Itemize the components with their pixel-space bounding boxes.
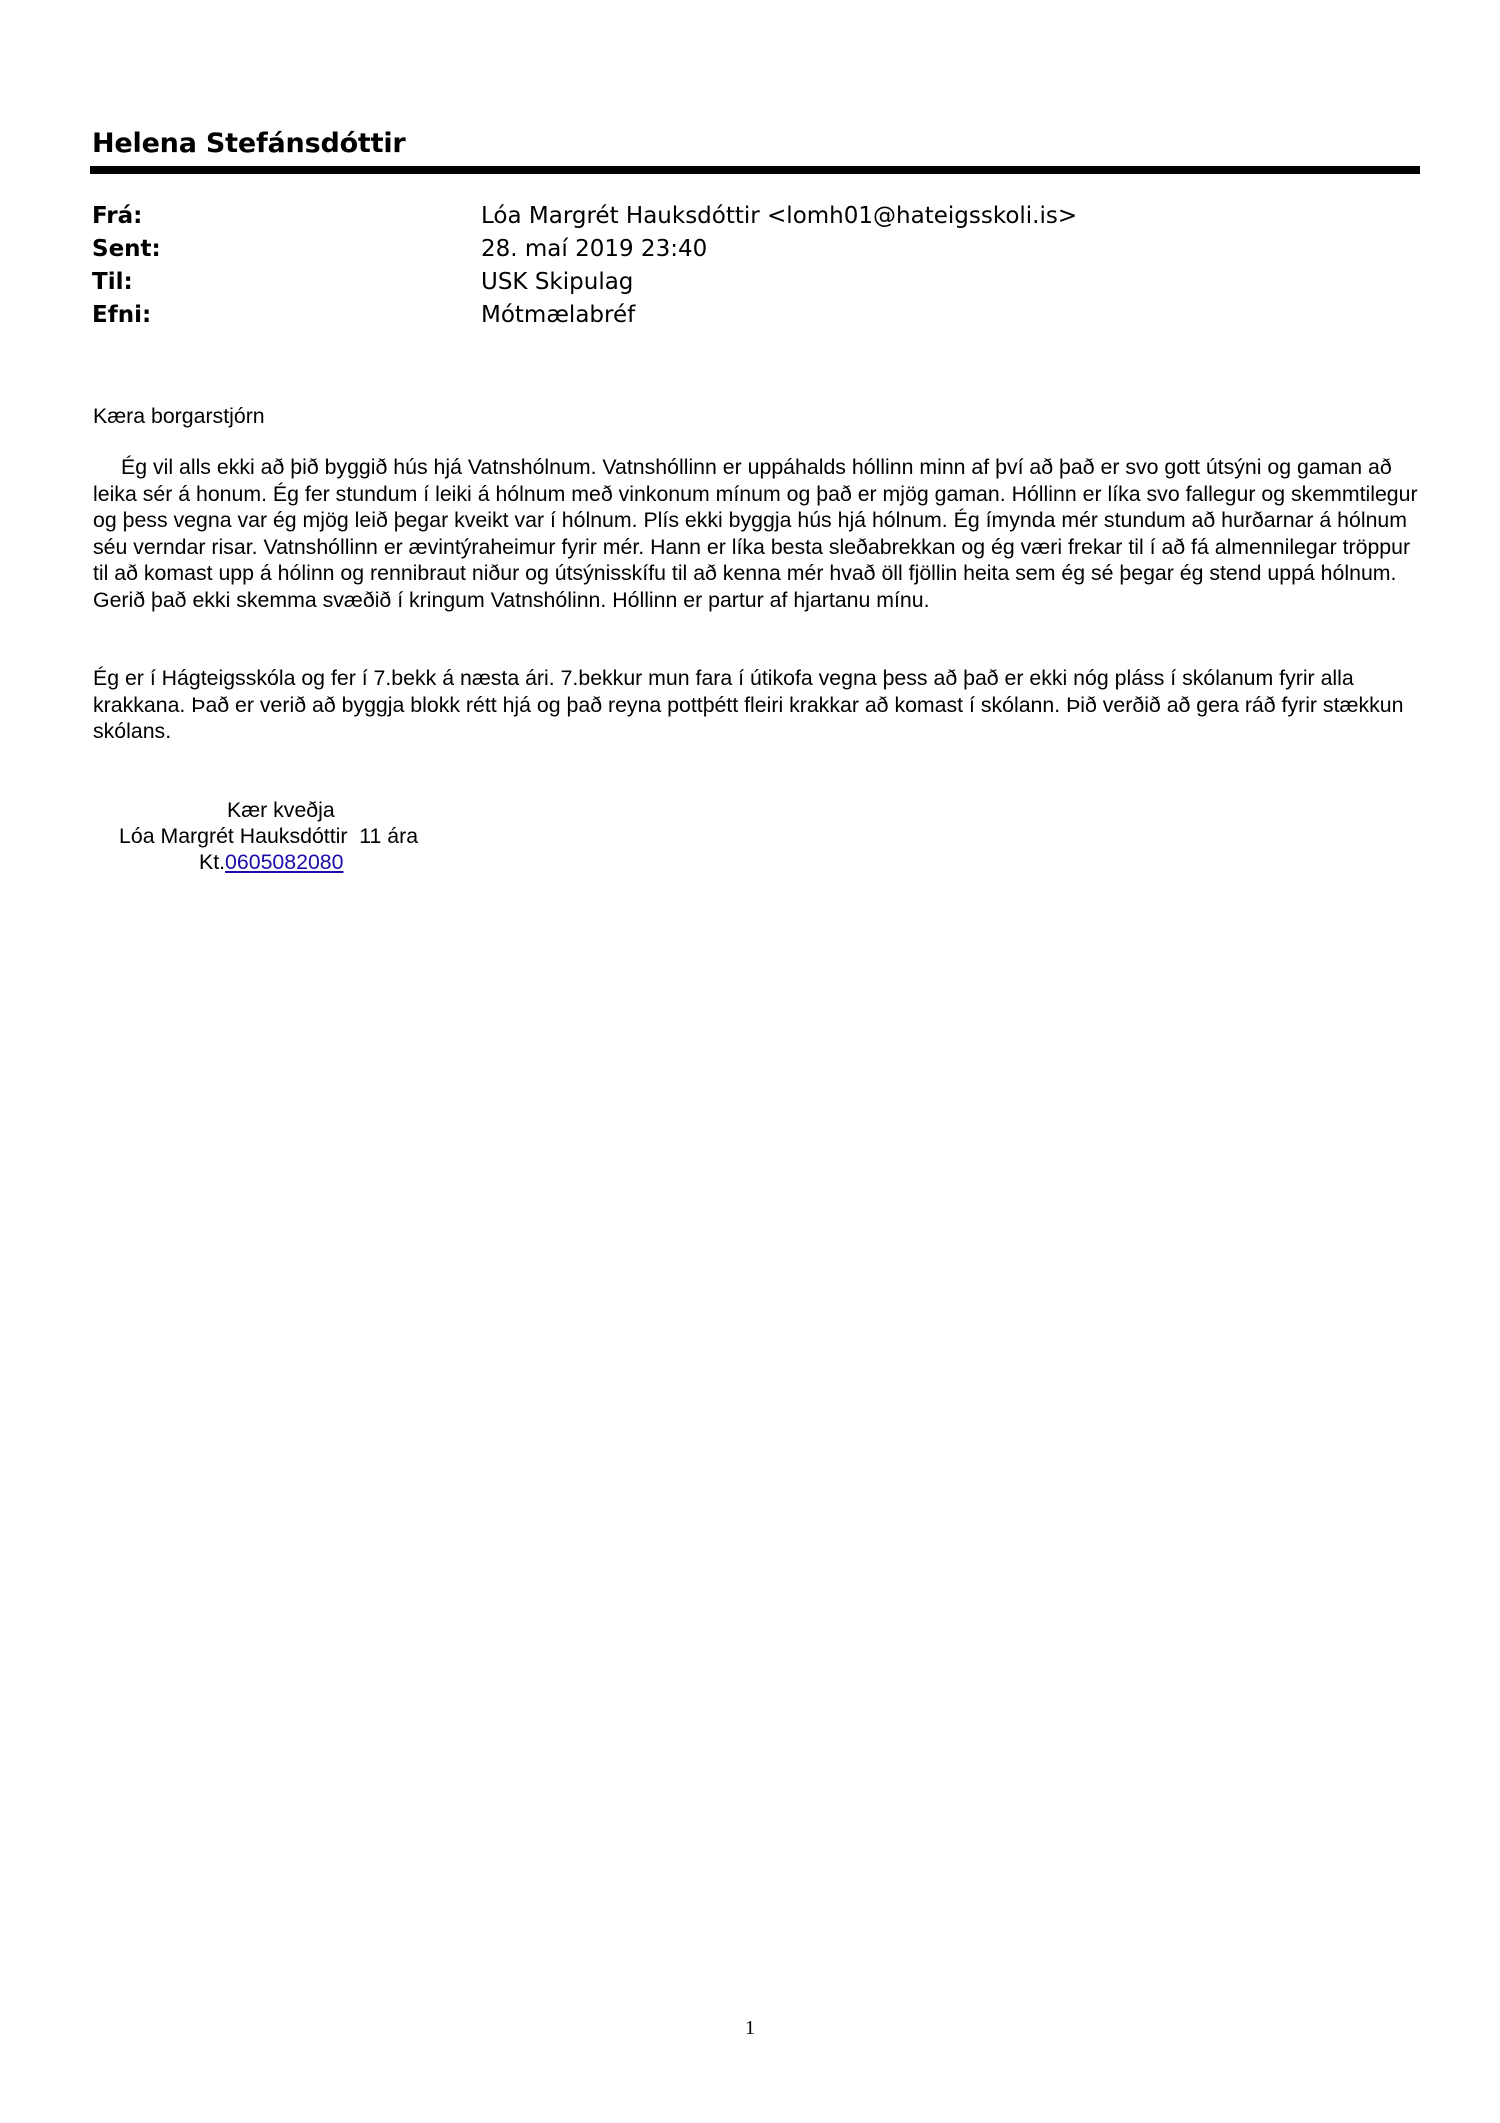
sent-label: Sent: (92, 236, 161, 262)
email-paragraph-1: Ég vil alls ekki að þið byggið hús hjá Vatnshólnum. Vatnshóllinn er uppáhalds hóllinn minn af því að það er svo gott útsýni og gaman að leika sér á honum. Ég fer stundum í leiki á hólnum með vinkonum mínum og það er mjög gaman. Hóllinn er líka svo fallegur og skemmtilegur og þess vegna var ég mjög leið þegar kveikt var í hólnum. Plís ekki byggja hús hjá hólnum. Ég ímynda mér stundum að hurðarnar á hólnum séu verndar risar. Vatnshóllinn er ævintýraheimur fyrir mér. Hann er líka besta sleðabrekkan og ég væri frekar til í að fá almennilegar tröppur til að komast upp á hólinn og rennibraut niður og útsýnisskífu til að kenna mér hvað öll fjöllin heita sem ég sé þegar ég stend uppá hólnum. Gerið það ekki skemma svæðið í kringum Vatnshólinn. Hóllinn er partur af hjartanu mínu. (93, 455, 1418, 612)
to-value: USK Skipulag (481, 269, 634, 295)
header-row-sent (92, 236, 1412, 269)
subject-value: Mótmælabréf (481, 302, 636, 328)
header-row-from (92, 203, 1412, 236)
email-signature: Lóa Margrét Hauksdóttir 11 ára (119, 824, 419, 848)
to-label: Til: (92, 269, 133, 295)
kennitala-line (199, 849, 344, 876)
email-greeting: Kæra borgarstjórn (93, 404, 265, 428)
mailbox-owner-name: Helena Stefánsdóttir (92, 128, 406, 159)
email-closing: Kær kveðja (227, 798, 335, 822)
kennitala-link[interactable]: 0605082080 (225, 850, 344, 874)
from-label: Frá: (92, 203, 143, 229)
header-row-to (92, 269, 1412, 302)
page-number: 1 (745, 2017, 755, 2039)
header-divider (90, 166, 1420, 174)
sent-value: 28. maí 2019 23:40 (481, 236, 708, 262)
from-value: Lóa Margrét Hauksdóttir <lomh01@hateigsskoli.is> (481, 203, 1078, 229)
email-paragraph-2: Ég er í Hágteigsskóla og fer í 7.bekk á næsta ári. 7.bekkur mun fara í útikofa vegna þess að það er ekki nóg pláss í skólanum fyrir alla krakkana. Það er verið að byggja blokk rétt hjá og það reyna pottþétt fleiri krakkar að komast í skólann. Þið verðið að gera ráð fyrir stækkun skólans. (93, 666, 1404, 743)
header-row-subject (92, 302, 1412, 335)
subject-label: Efni: (92, 302, 152, 328)
kennitala-prefix: Kt. (199, 850, 226, 874)
